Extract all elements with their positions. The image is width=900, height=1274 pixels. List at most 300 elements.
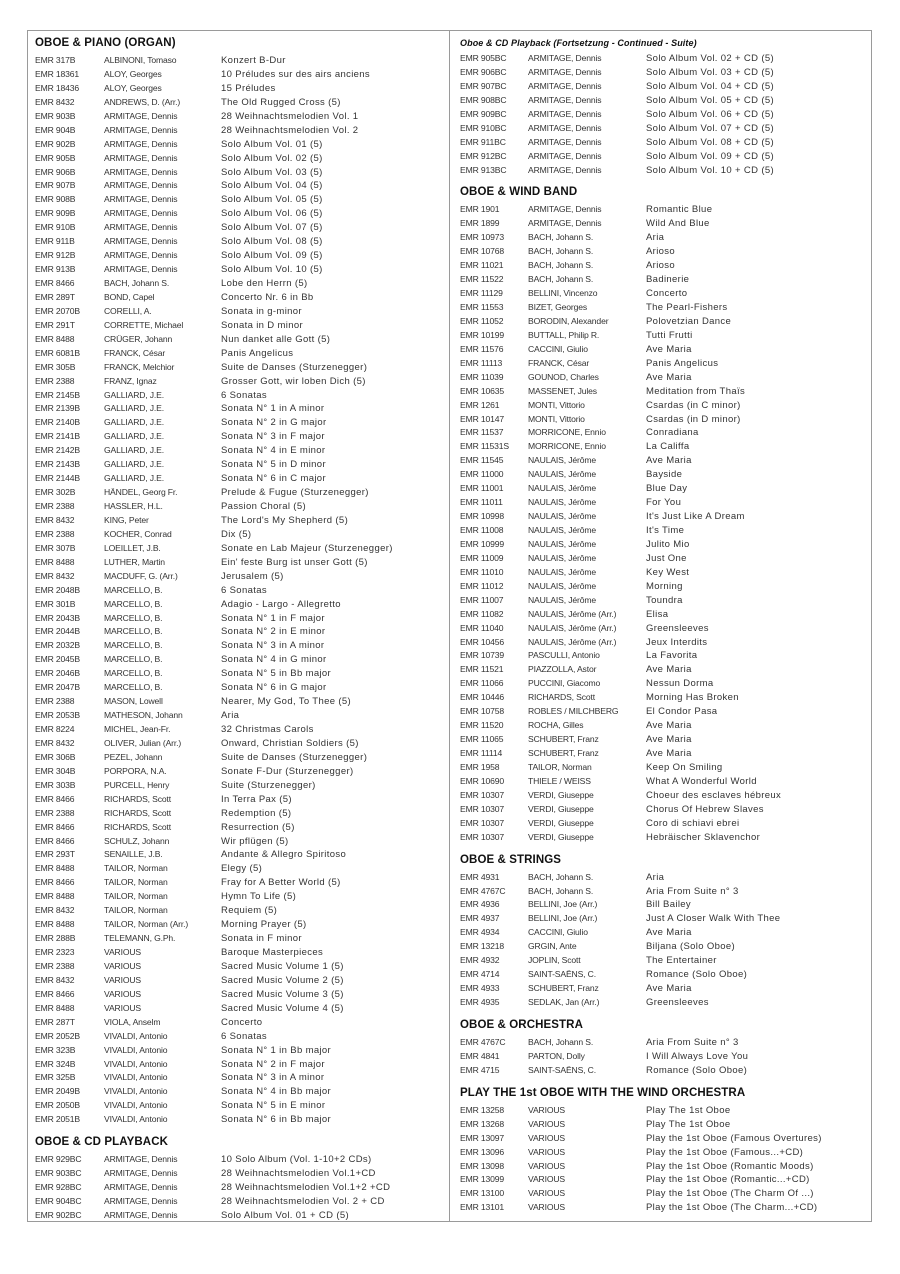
catalog-number: EMR 2139B — [35, 403, 80, 414]
catalog-row — [460, 982, 865, 996]
work-title: Solo Album Vol. 09 (5) — [221, 250, 323, 262]
catalog-row — [460, 1201, 865, 1215]
catalog-row — [460, 301, 865, 315]
composer-name: FRANCK, Melchior — [104, 361, 175, 372]
catalog-number: EMR 2050B — [35, 1100, 80, 1111]
catalog-row — [460, 761, 865, 775]
catalog-row — [460, 1160, 865, 1174]
catalog-number: EMR 10973 — [460, 232, 505, 243]
work-title: Key West — [646, 566, 690, 578]
composer-name: VIVALDI, Antonio — [104, 1058, 168, 1069]
work-title: It's Time — [646, 525, 685, 536]
composer-name: SAINT-SAËNS, C. — [528, 1064, 596, 1075]
composer-name: ALBINONI, Tomaso — [104, 55, 177, 65]
catalog-number: EMR 911B — [35, 236, 75, 247]
work-title: 6 Sonatas — [221, 389, 267, 401]
composer-name: GRGIN, Ante — [528, 941, 577, 952]
work-title: In Terra Pax (5) — [221, 793, 292, 805]
work-title: Sonata N° 6 in G major — [221, 682, 327, 694]
composer-name: ARMITAGE, Dennis — [528, 122, 602, 133]
catalog-row — [460, 747, 865, 761]
catalog-number: EMR 4934 — [460, 927, 500, 938]
catalog-number: EMR 10690 — [460, 775, 505, 786]
work-title: 28 Weihnachtsmelodien Vol. 2 + CD — [221, 1196, 385, 1207]
work-title: Nessun Dorma — [646, 678, 714, 690]
composer-name: VIVALDI, Antonio — [104, 1114, 168, 1125]
catalog-row — [460, 817, 865, 831]
work-title: Ave Maria — [646, 983, 692, 995]
composer-name: ARMITAGE, Dennis — [528, 136, 602, 147]
work-title: Aria From Suite n° 3 — [646, 1036, 739, 1048]
composer-name: HASSLER, H.L. — [104, 501, 163, 511]
work-title: The Pearl-Fishers — [646, 302, 728, 313]
composer-name: PUCCINI, Giacomo — [528, 678, 601, 689]
catalog-number: EMR 8466 — [35, 793, 75, 804]
composer-name: ARMITAGE, Dennis — [528, 164, 602, 175]
work-title: Solo Album Vol. 06 (5) — [221, 208, 323, 220]
work-title: Wir pflügen (5) — [221, 835, 289, 847]
catalog-number: EMR 13098 — [460, 1160, 505, 1171]
catalog-number: EMR 1899 — [460, 218, 500, 229]
catalog-row — [460, 122, 865, 136]
composer-name: MARCELLO, B. — [104, 598, 163, 609]
catalog-number: EMR 2045B — [35, 654, 80, 665]
catalog-row — [460, 1050, 865, 1064]
composer-name: ARMITAGE, Dennis — [104, 180, 178, 191]
catalog-row — [35, 1167, 445, 1181]
work-title: Solo Album Vol. 07 + CD (5) — [646, 122, 774, 134]
composer-name: MICHEL, Jean-Fr. — [104, 724, 171, 734]
catalog-row — [35, 639, 445, 653]
composer-name: PIAZZOLLA, Astor — [528, 664, 597, 675]
work-title: Play the 1st Oboe (The Charm...+CD) — [646, 1202, 818, 1214]
work-title: Just One — [646, 552, 687, 564]
catalog-number: EMR 11114 — [460, 748, 503, 758]
composer-name: ROBLES / MILCHBERG — [528, 706, 619, 717]
catalog-row — [35, 974, 445, 988]
composer-name: VIVALDI, Antonio — [104, 1100, 168, 1111]
catalog-number: EMR 929BC — [35, 1154, 82, 1165]
composer-name: ALOY, Georges — [104, 82, 162, 93]
catalog-row — [35, 918, 445, 932]
composer-name: BACH, Johann S. — [528, 260, 594, 271]
work-title: Coro di schiavi ebrei — [646, 817, 740, 829]
catalog-number: EMR 2144B — [35, 473, 80, 484]
composer-name: BACH, Johann S. — [528, 274, 594, 285]
catalog-number: EMR 8466 — [35, 278, 75, 288]
catalog-number: EMR 11537 — [460, 427, 504, 438]
composer-name: VARIOUS — [528, 1132, 565, 1143]
composer-name: MONTI, Vittorio — [528, 399, 585, 410]
catalog-row — [35, 528, 445, 542]
work-title: Sonata N° 1 in F major — [221, 612, 325, 624]
catalog-section — [460, 185, 865, 844]
catalog-row — [460, 677, 865, 691]
catalog-row — [35, 277, 445, 291]
catalog-row — [460, 580, 865, 594]
composer-name: ARMITAGE, Dennis — [528, 94, 602, 105]
catalog-row — [460, 164, 865, 178]
catalog-row — [35, 1181, 445, 1195]
catalog-row — [460, 80, 865, 94]
composer-name: NAULAIS, Jérôme — [528, 483, 596, 494]
catalog-row — [460, 663, 865, 677]
catalog-row — [460, 1187, 865, 1201]
catalog-number: EMR 11012 — [460, 580, 504, 591]
catalog-number: EMR 4715 — [460, 1064, 500, 1075]
work-title: Passion Choral (5) — [221, 501, 306, 512]
catalog-number: EMR 928BC — [35, 1182, 82, 1193]
work-title: The Lord's My Shepherd (5) — [221, 514, 349, 526]
composer-name: BOND, Capel — [104, 291, 155, 302]
work-title: Solo Album Vol. 02 (5) — [221, 152, 323, 164]
work-title: 10 Préludes sur des airs anciens — [221, 68, 371, 80]
composer-name: ARMITAGE, Dennis — [104, 110, 178, 121]
catalog-number: EMR 291T — [35, 319, 75, 330]
catalog-number: EMR 910BC — [460, 122, 507, 133]
composer-name: MARCELLO, B. — [104, 626, 163, 637]
catalog-number: EMR 8466 — [35, 835, 75, 846]
catalog-number: EMR 2048B — [35, 584, 80, 595]
composer-name: VIVALDI, Antonio — [104, 1072, 168, 1083]
composer-name: MATHESON, Johann — [104, 710, 183, 721]
catalog-row — [35, 904, 445, 918]
catalog-row — [35, 612, 445, 626]
composer-name: ARMITAGE, Dennis — [528, 218, 602, 229]
catalog-number: EMR 324B — [35, 1058, 76, 1069]
work-title: Blue Day — [646, 483, 688, 495]
work-title: What A Wonderful World — [646, 775, 757, 787]
work-title: Solo Album Vol. 02 + CD (5) — [646, 53, 774, 64]
catalog-row — [460, 510, 865, 524]
catalog-row — [35, 584, 445, 598]
catalog-row — [460, 940, 865, 954]
work-title: Nearer, My God, To Thee (5) — [221, 696, 352, 708]
composer-name: MACDUFF, G. (Arr.) — [104, 570, 178, 581]
composer-name: KING, Peter — [104, 514, 149, 525]
catalog-row — [460, 885, 865, 899]
composer-name: ARMITAGE, Dennis — [528, 204, 602, 215]
catalog-row — [35, 1030, 445, 1044]
catalog-number: EMR 8432 — [35, 514, 75, 525]
catalog-number: EMR 18361 — [35, 68, 80, 79]
composer-name: KOCHER, Conrad — [104, 528, 172, 539]
catalog-row — [460, 108, 865, 122]
composer-name: PORPORA, N.A. — [104, 765, 167, 776]
catalog-row — [35, 68, 445, 82]
catalog-row — [35, 375, 445, 389]
catalog-row — [35, 876, 445, 890]
catalog-row — [35, 305, 445, 319]
composer-name: BUTTALL, Philip R. — [528, 329, 600, 340]
work-title: Ein' feste Burg ist unser Gott (5) — [221, 556, 368, 568]
work-title: Julito Mio — [646, 538, 690, 550]
composer-name: ARMITAGE, Dennis — [528, 66, 602, 77]
composer-name: ARMITAGE, Dennis — [104, 236, 178, 247]
catalog-number: EMR 11009 — [460, 552, 504, 563]
catalog-number: EMR 906BC — [460, 66, 507, 77]
catalog-row — [35, 472, 445, 486]
work-title: 10 Solo Album (Vol. 1-10+2 CDs) — [221, 1154, 372, 1166]
catalog-row — [460, 371, 865, 385]
catalog-row — [460, 1146, 865, 1160]
catalog-row — [460, 733, 865, 747]
catalog-number: EMR 11021 — [460, 260, 504, 271]
catalog-number: EMR 8224 — [35, 724, 75, 734]
composer-name: BACH, Johann S. — [528, 232, 594, 243]
composer-name: GALLIARD, J.E. — [104, 473, 164, 484]
composer-name: ARMITAGE, Dennis — [104, 264, 178, 275]
work-title: Play the 1st Oboe (Famous Overtures) — [646, 1132, 822, 1144]
catalog-number: EMR 307B — [35, 542, 76, 553]
catalog-number: EMR 4936 — [460, 899, 500, 910]
catalog-number: EMR 2051B — [35, 1114, 80, 1125]
catalog-number: EMR 13101 — [460, 1202, 505, 1213]
work-title: Aria From Suite n° 3 — [646, 885, 739, 897]
work-title: Play The 1st Oboe — [646, 1104, 731, 1116]
catalog-row — [35, 514, 445, 528]
work-title: For You — [646, 497, 682, 509]
catalog-number: EMR 2043B — [35, 612, 80, 623]
catalog-number: EMR 11065 — [460, 734, 504, 745]
work-title: Solo Album Vol. 09 + CD (5) — [646, 150, 774, 162]
composer-name: TAILOR, Norman — [104, 905, 168, 916]
composer-name: MASSENET, Jules — [528, 385, 597, 396]
catalog-row — [35, 96, 445, 110]
catalog-number: EMR 907BC — [460, 80, 507, 91]
composer-name: ROCHA, Gilles — [528, 720, 584, 731]
catalog-row — [35, 542, 445, 556]
work-title: Concerto Nr. 6 in Bb — [221, 291, 314, 303]
catalog-row — [35, 1195, 445, 1209]
catalog-number: EMR 4767C — [460, 885, 506, 896]
catalog-number: EMR 301B — [35, 598, 76, 609]
catalog-row — [35, 249, 445, 263]
work-title: Panis Angelicus — [221, 347, 294, 359]
work-title: 6 Sonatas — [221, 1030, 267, 1042]
catalog-number: EMR 2388 — [35, 807, 75, 818]
work-title: Solo Album Vol. 08 (5) — [221, 236, 323, 248]
composer-name: NAULAIS, Jérôme — [528, 511, 596, 522]
catalog-section — [35, 1135, 445, 1223]
catalog-number: EMR 904BC — [35, 1196, 82, 1206]
work-title: Baroque Masterpieces — [221, 947, 324, 958]
composer-name: BACH, Johann S. — [528, 871, 594, 882]
composer-name: NAULAIS, Jérôme (Arr.) — [528, 636, 617, 647]
composer-name: SENAILLE, J.B. — [104, 849, 163, 860]
work-title: Solo Album Vol. 06 + CD (5) — [646, 108, 774, 120]
catalog-number: EMR 317B — [35, 55, 76, 65]
catalog-number: EMR 305B — [35, 361, 76, 372]
catalog-number: EMR 13100 — [460, 1188, 505, 1199]
catalog-row — [35, 625, 445, 639]
composer-name: CACCINI, Giulio — [528, 343, 588, 354]
composer-name: ARMITAGE, Dennis — [104, 1168, 178, 1179]
catalog-row — [460, 1064, 865, 1078]
catalog-row — [35, 1044, 445, 1058]
work-title: Arioso — [646, 246, 676, 258]
catalog-row — [460, 454, 865, 468]
catalog-number: EMR 303B — [35, 779, 76, 790]
catalog-number: EMR 903B — [35, 110, 76, 121]
catalog-number: EMR 913BC — [460, 164, 507, 175]
catalog-number: EMR 2388 — [35, 501, 75, 511]
composer-name: VIVALDI, Antonio — [104, 1030, 168, 1041]
work-title: Sonata N° 4 in Bb major — [221, 1086, 332, 1098]
section-heading: Oboe & CD Playback (Fortsetzung - Continued - Suite) — [460, 38, 697, 48]
composer-name: MARCELLO, B. — [104, 584, 163, 595]
catalog-row — [35, 361, 445, 375]
catalog-row — [35, 430, 445, 444]
work-title: Solo Album Vol. 07 (5) — [221, 222, 323, 234]
work-title: Ave Maria — [646, 720, 692, 732]
catalog-row — [35, 389, 445, 403]
work-title: Arioso — [646, 260, 676, 272]
composer-name: NAULAIS, Jérôme — [528, 580, 596, 591]
catalog-number: EMR 8466 — [35, 988, 75, 999]
work-title: Romance (Solo Oboe) — [646, 1064, 748, 1076]
composer-name: LUTHER, Martin — [104, 556, 165, 567]
catalog-number: EMR 4767C — [460, 1036, 506, 1047]
catalog-row — [460, 94, 865, 108]
work-title: Play the 1st Oboe (Romantic Moods) — [646, 1160, 814, 1172]
catalog-row — [460, 136, 865, 150]
catalog-row — [460, 789, 865, 803]
catalog-number: EMR 11576 — [460, 343, 504, 354]
composer-name: SAINT-SAËNS, C. — [528, 969, 596, 980]
catalog-row — [35, 402, 445, 416]
catalog-number: EMR 13099 — [460, 1174, 505, 1185]
composer-name: PASCULLI, Antonio — [528, 650, 600, 661]
section-heading: OBOE & STRINGS — [460, 853, 562, 866]
work-title: Aria — [646, 232, 665, 244]
catalog-number: EMR 11000 — [460, 469, 504, 480]
catalog-number: EMR 2141B — [35, 431, 80, 442]
work-title: Sonata N° 6 in Bb major — [221, 1114, 332, 1126]
work-title: Hymn To Life (5) — [221, 891, 297, 903]
column-divider — [449, 30, 450, 1222]
catalog-row — [460, 1173, 865, 1187]
catalog-number: EMR 910B — [35, 222, 76, 233]
composer-name: GALLIARD, J.E. — [104, 417, 164, 428]
work-title: Dix (5) — [221, 528, 252, 540]
catalog-row — [460, 315, 865, 329]
work-title: Solo Album Vol. 01 + CD (5) — [221, 1209, 349, 1221]
composer-name: TAILOR, Norman — [104, 891, 168, 902]
work-title: Solo Album Vol. 05 (5) — [221, 194, 323, 206]
composer-name: BACH, Johann S. — [528, 885, 594, 896]
right-column — [460, 33, 865, 1223]
work-title: Sonata in D minor — [221, 319, 303, 331]
work-title: Morning Has Broken — [646, 692, 739, 704]
work-title: Sonata N° 5 in E minor — [221, 1100, 326, 1112]
catalog-number: EMR 11129 — [460, 288, 503, 299]
catalog-row — [460, 357, 865, 371]
composer-name: VARIOUS — [528, 1188, 565, 1199]
catalog-row — [35, 1099, 445, 1113]
work-title: I Will Always Love You — [646, 1050, 749, 1062]
composer-name: BELLINI, Joe (Arr.) — [528, 913, 598, 924]
work-title: Polovetzian Dance — [646, 315, 732, 327]
composer-name: ARMITAGE, Dennis — [104, 1154, 178, 1165]
work-title: Solo Album Vol. 04 (5) — [221, 180, 323, 192]
catalog-row — [35, 848, 445, 862]
work-title: Sonata N° 4 in E minor — [221, 445, 326, 457]
catalog-row — [460, 608, 865, 622]
catalog-row — [460, 831, 865, 845]
work-title: Toundra — [646, 594, 683, 606]
catalog-row — [460, 150, 865, 164]
catalog-row — [460, 245, 865, 259]
catalog-row — [35, 988, 445, 1002]
work-title: Ave Maria — [646, 664, 692, 676]
catalog-number: EMR 912BC — [460, 150, 507, 161]
catalog-number: EMR 8432 — [35, 974, 75, 985]
composer-name: VERDI, Giuseppe — [528, 789, 594, 800]
catalog-number: EMR 2046B — [35, 668, 80, 679]
composer-name: VARIOUS — [528, 1202, 565, 1213]
catalog-row — [35, 221, 445, 235]
catalog-row — [35, 779, 445, 793]
work-title: Sacred Music Volume 2 (5) — [221, 974, 344, 986]
composer-name: FRANZ, Ignaz — [104, 375, 157, 386]
composer-name: LOEILLET, J.B. — [104, 542, 161, 553]
composer-name: BELLINI, Vincenzo — [528, 288, 598, 299]
composer-name: SCHUBERT, Franz — [528, 734, 599, 745]
work-title: Nun danket alle Gott (5) — [221, 333, 331, 345]
work-title: Redemption (5) — [221, 807, 292, 819]
catalog-number: EMR 904B — [35, 124, 76, 135]
catalog-number: EMR 908B — [35, 194, 76, 205]
catalog-number: EMR 288B — [35, 933, 76, 944]
catalog-number: EMR 325B — [35, 1072, 76, 1083]
catalog-row — [35, 1058, 445, 1072]
composer-name: VARIOUS — [528, 1160, 565, 1171]
work-title: Greensleeves — [646, 997, 709, 1008]
work-title: Adagio - Largo - Allegretto — [221, 598, 341, 610]
work-title: Play the 1st Oboe (The Charm Of ...) — [646, 1188, 814, 1200]
catalog-row — [35, 835, 445, 849]
catalog-number: EMR 8488 — [35, 891, 75, 902]
catalog-number: EMR 304B — [35, 765, 76, 776]
catalog-number: EMR 912B — [35, 250, 76, 261]
catalog-row — [35, 138, 445, 152]
composer-name: ARMITAGE, Dennis — [528, 150, 602, 161]
composer-name: CORELLI, A. — [104, 305, 152, 316]
work-title: Sonata N° 3 in A minor — [221, 640, 325, 652]
work-title: Ave Maria — [646, 371, 692, 383]
catalog-row — [35, 82, 445, 96]
catalog-number: EMR 11066 — [460, 678, 504, 689]
catalog-number: EMR 293T — [35, 849, 75, 860]
work-title: Solo Album Vol. 04 + CD (5) — [646, 80, 774, 92]
catalog-row — [460, 231, 865, 245]
work-title: 28 Weihnachtsmelodien Vol.1+CD — [221, 1168, 376, 1180]
composer-name: FRANCK, César — [104, 347, 166, 358]
catalog-row — [460, 385, 865, 399]
composer-name: CACCINI, Giulio — [528, 927, 588, 938]
catalog-number: EMR 2053B — [35, 710, 80, 721]
catalog-number: EMR 10456 — [460, 636, 505, 647]
work-title: Sonate en Lab Majeur (Sturzenegger) — [221, 542, 393, 554]
composer-name: CORRETTE, Michael — [104, 319, 184, 330]
catalog-number: EMR 2140B — [35, 417, 80, 428]
composer-name: PARTON, Dolly — [528, 1050, 585, 1061]
catalog-number: EMR 11010 — [460, 566, 504, 577]
catalog-row — [460, 968, 865, 982]
catalog-number: EMR 13218 — [460, 941, 505, 952]
catalog-number: EMR 289T — [35, 291, 75, 302]
